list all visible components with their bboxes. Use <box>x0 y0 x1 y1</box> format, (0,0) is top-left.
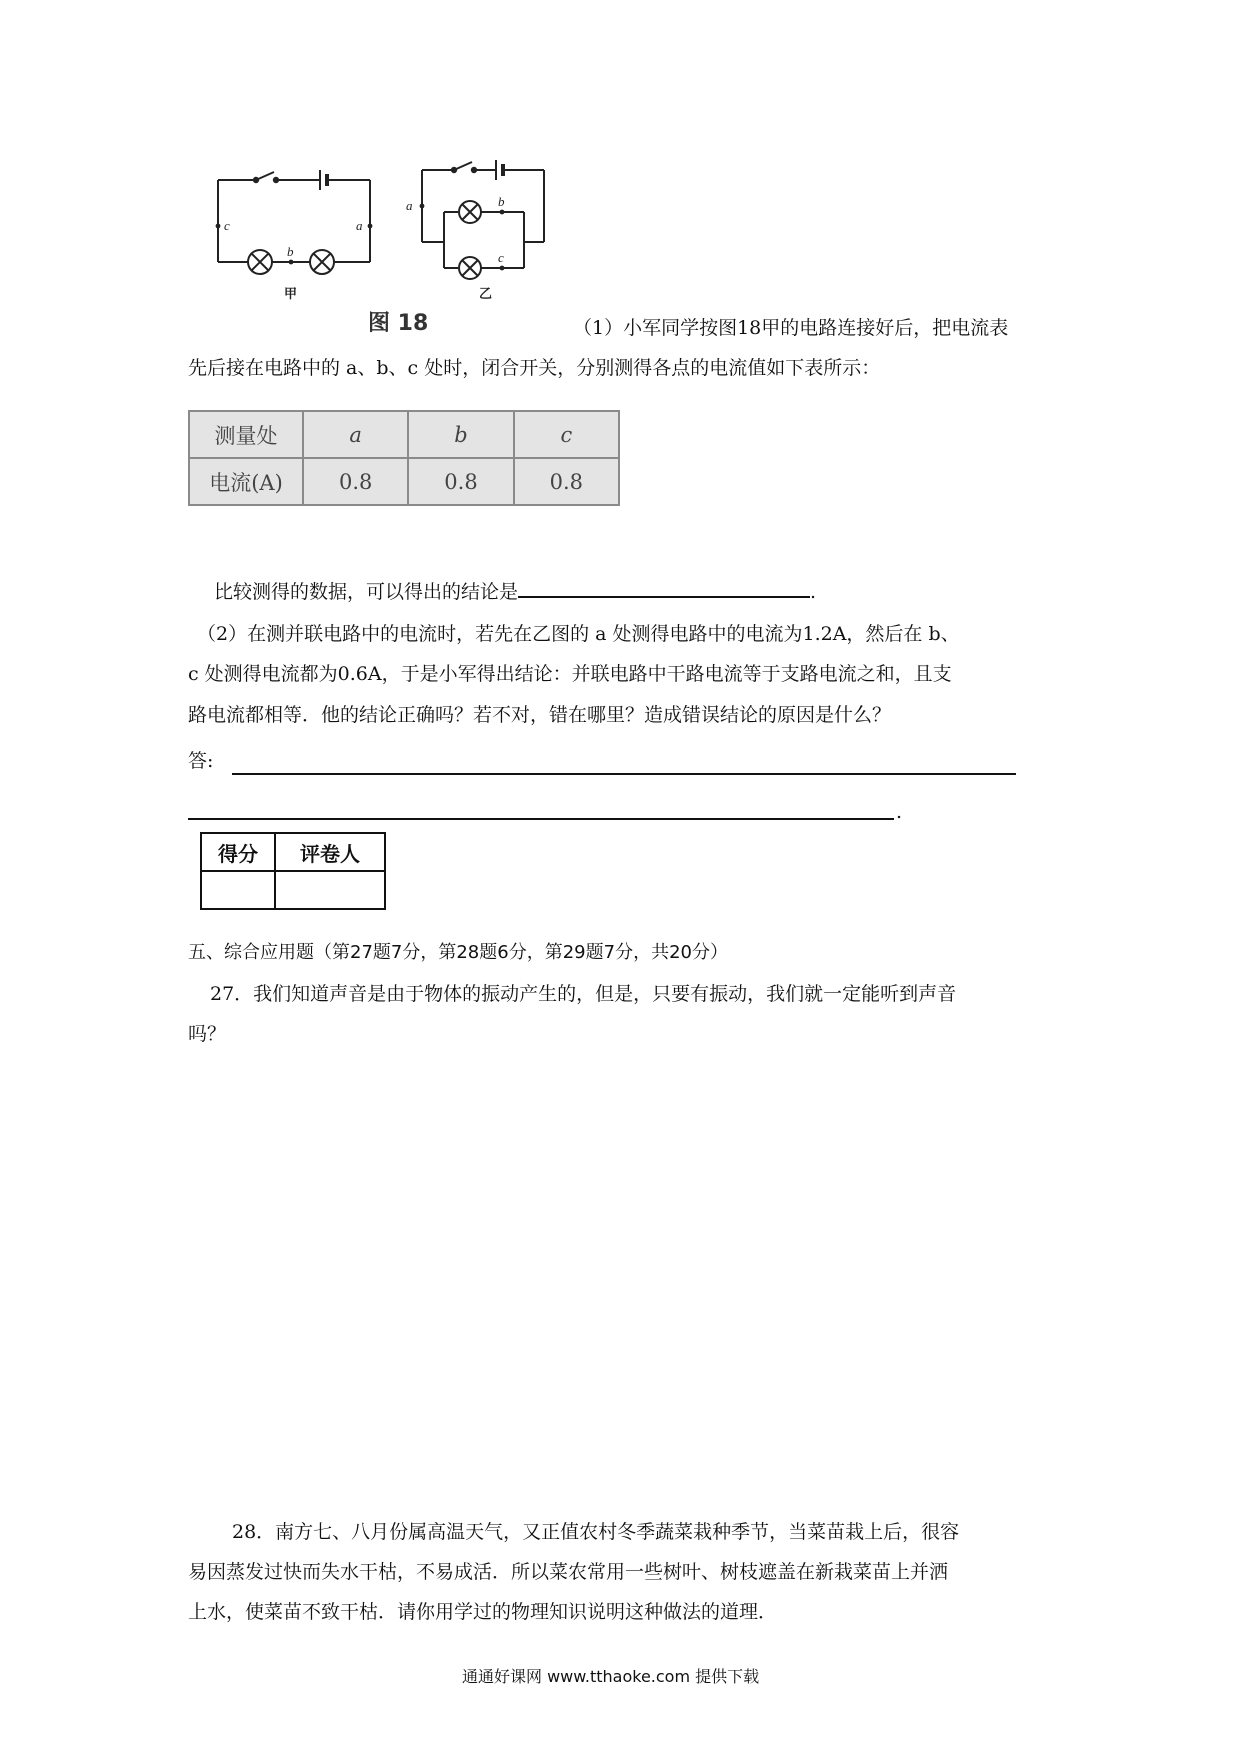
q28-line2: 易因蒸发过快而失水干枯，不易成活．所以菜农常用一些树叶、树枝遮盖在新栽菜苗上并洒 <box>188 1561 949 1583</box>
table-header-row <box>201 833 385 871</box>
circuit-2-point-c: c <box>498 250 504 265</box>
grader-cell[interactable] <box>275 871 385 909</box>
table-row <box>189 458 619 505</box>
table-cell: b <box>408 411 513 458</box>
q1-line2: 先后接在电路中的 a、b、c 处时，闭合开关，分别测得各点的电流值如下表所示： <box>188 357 881 379</box>
q1-conclusion-text: 比较测得的数据，可以得出的结论是 <box>214 581 519 603</box>
section-title: 五、综合应用题（第27题7分，第28题6分，第29题7分，共20分） <box>188 942 728 963</box>
circuit-2-label: 乙 <box>479 287 493 302</box>
q28-line3: 上水，使菜苗不致干枯．请你用学过的物理知识说明这种做法的道理． <box>188 1601 778 1623</box>
circuit-2-point-a: a <box>406 198 413 213</box>
answer-blank[interactable] <box>518 578 810 598</box>
table-cell: 0.8 <box>303 458 408 505</box>
score-cell[interactable] <box>201 871 275 909</box>
table-cell: 0.8 <box>514 458 619 505</box>
footer: 通通好课网 www.tthaoke.com 提供下载 <box>462 1667 760 1686</box>
q1-line1: （1）小军同学按图18甲的电路连接好后，把电流表 <box>573 317 1009 339</box>
table-header-row <box>189 411 619 458</box>
q2-line1: （2）在测并联电路中的电流时，若先在乙图的 a 处测得电路中的电流为1.2A，然后在 b、 <box>197 623 960 645</box>
figure-caption: 图 18 <box>368 311 429 336</box>
answer-line-2[interactable] <box>188 818 894 820</box>
q28-line1: 28．南方七、八月份属高温天气，又正值农村冬季蔬菜栽种季节，当菜苗栽上后，很容 <box>232 1521 960 1543</box>
answer-label: 答: <box>188 750 214 772</box>
answer-line-1[interactable] <box>232 773 1016 775</box>
table-cell: 测量处 <box>189 411 303 458</box>
circuit-1-point-c: c <box>224 218 230 233</box>
measurement-table <box>188 410 620 506</box>
table-cell: 0.8 <box>408 458 513 505</box>
circuit-2-point-b: b <box>498 194 505 209</box>
circuit-1-label: 甲 <box>284 287 298 302</box>
q1-conclusion-end: . <box>810 581 817 603</box>
score-header: 得分 <box>201 833 275 871</box>
q27-line2: 吗？ <box>188 1023 227 1045</box>
score-table <box>200 832 386 910</box>
table-row <box>201 871 385 909</box>
circuit-1-point-a: a <box>356 218 363 233</box>
table-cell: a <box>303 411 408 458</box>
q1-conclusion <box>214 578 816 605</box>
q2-line3: 路电流都相等．他的结论正确吗？若不对，错在哪里？造成错误结论的原因是什么？ <box>188 704 892 726</box>
q27-line1: 27．我们知道声音是由于物体的振动产生的，但是，只要有振动，我们就一定能听到声音 <box>210 983 957 1005</box>
circuit-1-point-b: b <box>287 244 294 259</box>
answer-end: . <box>896 801 903 823</box>
q2-line2: c 处测得电流都为0.6A，于是小军得出结论：并联电路中干路电流等于支路电流之和，且支 <box>188 663 952 685</box>
grader-header: 评卷人 <box>275 833 385 871</box>
table-cell: 电流(A) <box>189 458 303 505</box>
table-cell: c <box>514 411 619 458</box>
